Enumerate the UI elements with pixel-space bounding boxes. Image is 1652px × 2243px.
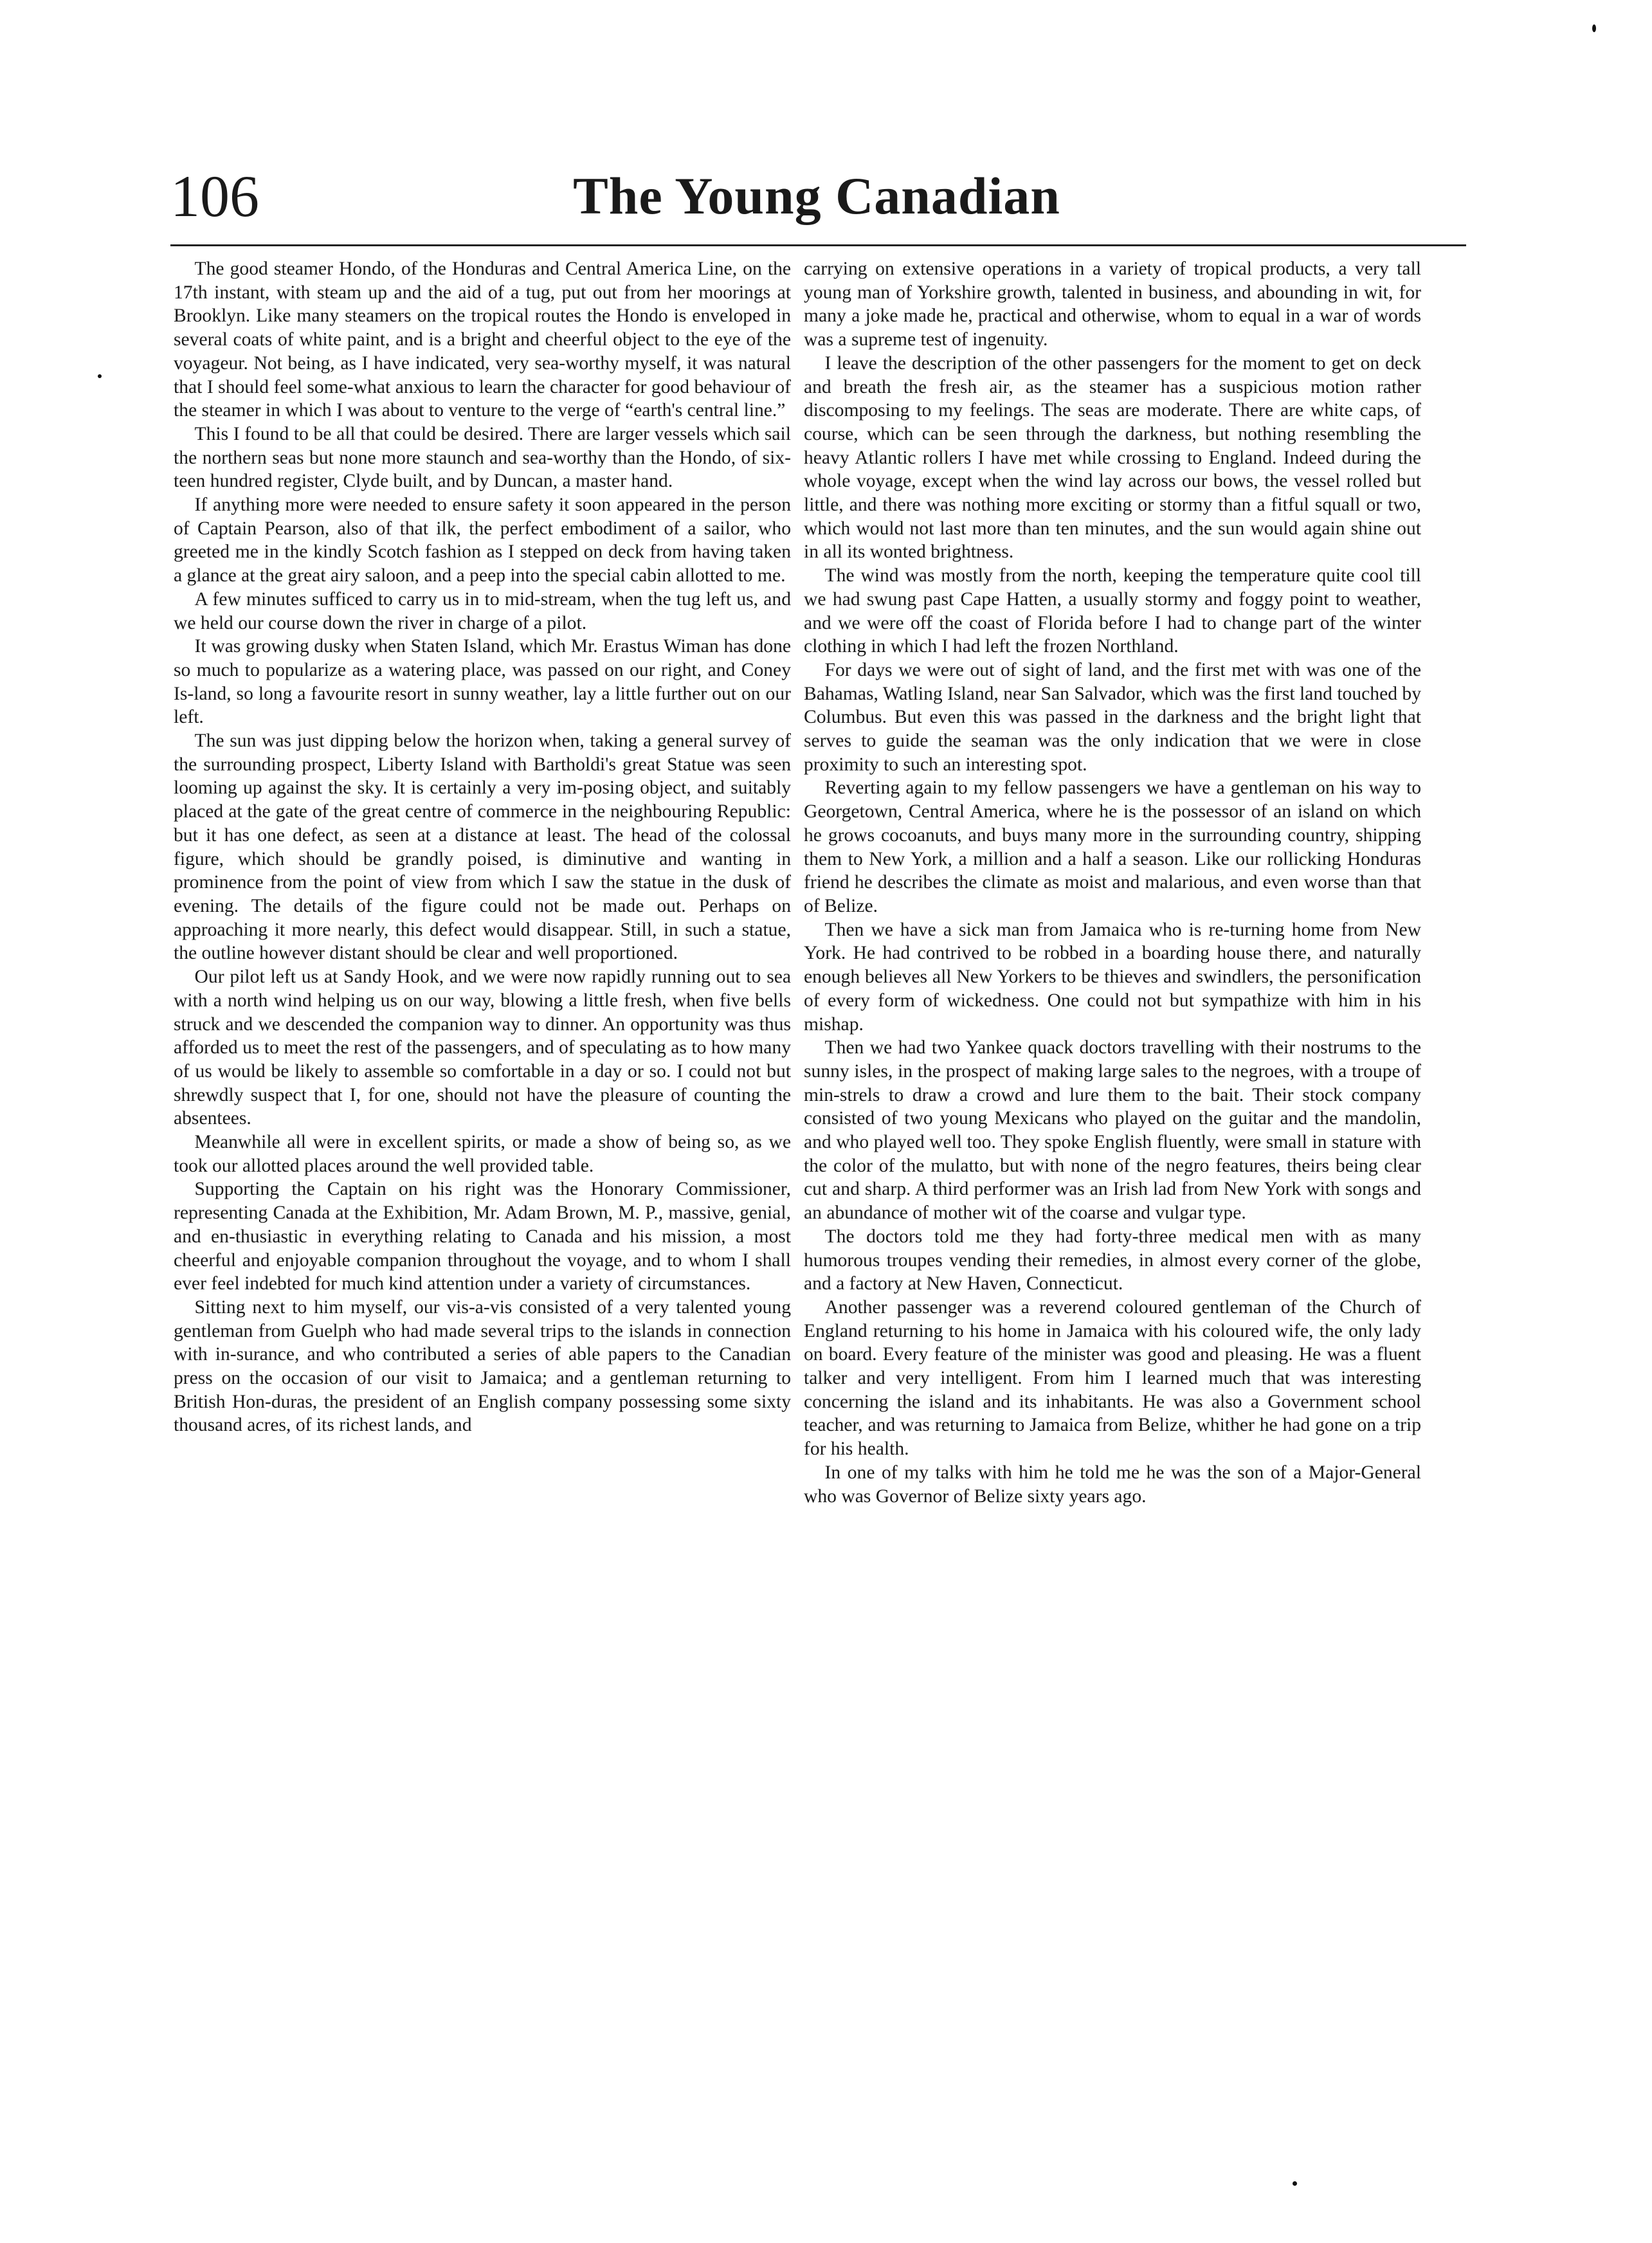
page-number: 106: [170, 163, 259, 229]
paragraph: Reverting again to my fellow passengers we have a gentleman on his way to Georgetown, Central America, where he is the possessor of an island on which he grows cocoanuts, and buys many more in the surrounding country, shipping them to New York, a million and a half a season. Like our rollicking Honduras friend he describes the climate as moist and malarious, and even worse than that of Belize.: [804, 777, 1421, 916]
paragraph: The good steamer Hondo, of the Honduras and Central America Line, on the 17th instant, with steam up and the aid of a tug, put out from her moorings at Brooklyn. Like many steamers on the tropical routes the Hondo is enveloped in several coats of white paint, and is a bright and cheerful object to the eye of the voyageur. Not being, as I have indicated, very sea-worthy myself, it was natural that I should feel some-what anxious to learn the character for good behaviour of the steamer in which I was about to venture to the verge of “earth's central line.”: [174, 259, 791, 421]
magazine-title: The Young Canadian: [573, 167, 1060, 225]
paragraph: A few minutes sufficed to carry us in to mid-stream, when the tug left us, and we held our course down the river in charge of a pilot.: [174, 588, 791, 633]
paragraph: Then we have a sick man from Jamaica who is re-turning home from New York. He had contrived to be robbed in a boarding house there, and naturally enough believes all New Yorkers to be thieves and swindlers, the personification of every form of wickedness. One could not but sympathize with him in his mishap.: [804, 919, 1421, 1035]
paragraph: The sun was just dipping below the horizon when, taking a general survey of the surrounding prospect, Liberty Island with Bartholdi's great Statue was seen looming up against the sky. It is certainly a very im-posing object, and suitably placed at the gate of the great centre of commerce in the neighbouring Republic: but it has one defect, as seen at a distance at least. The head of the colossal figure, which should be grandly poised, is diminutive and wanting in prominence from the point of view from which I saw the statue in the dusk of evening. The details of the figure could not be made out. Perhaps on approaching it more nearly, this defect would disappear. Still, in such a statue, the outline however distant should be clear and well proportioned.: [174, 731, 791, 964]
paragraph: This I found to be all that could be desired. There are larger vessels which sail the northern seas but none more staunch and sea-worthy than the Hondo, of six-teen hundred register, Clyde built, and by Duncan, a master hand.: [174, 423, 791, 492]
left-column: [174, 257, 791, 1437]
paragraph: Another passenger was a reverend coloured gentleman of the Church of England returning to his home in Jamaica with his coloured wife, the only lady on board. Every feature of the minister was good and pleasing. He was a fluent talker and very intelligent. From him I learned much that was interesting concerning the island and its inhabitants. He was also a Government school teacher, and was returning to Jamaica from Belize, whither he had gone on a trip for his health.: [804, 1296, 1421, 1460]
paragraph: The doctors told me they had forty-three medical men with as many humorous troupes vending their remedies, in almost every corner of the globe, and a factory at New Haven, Connecticut.: [804, 1226, 1421, 1294]
paragraph: Sitting next to him myself, our vis-a-vis consisted of a very talented young gentleman from Guelph who had made several trips to the islands in connection with in-surance, and who contributed a series of able papers to the Canadian press on the occasion of our visit to Jamaica; and a gentleman returning to British Hon-duras, the president of an English company possessing some sixty thousand acres, of its richest lands, and: [174, 1296, 791, 1436]
paragraph: Our pilot left us at Sandy Hook, and we were now rapidly running out to sea with a north wind helping us on our way, blowing a little fresh, when five bells struck and we descended the companion way to dinner. An opportunity was thus afforded us to meet the rest of the passengers, and of speculating as to how many of us would be likely to assemble so comfortable in a day or so. I could not but shrewdly suspect that I, for one, should not have the pleasure of counting the absentees.: [174, 967, 791, 1129]
right-column: [804, 257, 1421, 1508]
paragraph: If anything more were needed to ensure safety it soon appeared in the person of Captain Pearson, also of that ilk, the perfect embodiment of a sailor, who greeted me in the kindly Scotch fashion as I stepped on deck from having taken a glance at the great airy saloon, and a peep into the special cabin allotted to me.: [174, 495, 791, 586]
page-header: [170, 161, 1463, 238]
print-speck: [98, 374, 102, 378]
paragraph: carrying on extensive operations in a variety of tropical products, a very tall young man of Yorkshire growth, talented in business, and abounding in wit, for many a joke made he, practical and otherwise, whom to equal in a war of words was a supreme test of ingenuity.: [804, 259, 1421, 350]
print-speck: [1592, 24, 1596, 32]
paragraph: For days we were out of sight of land, and the first met with was one of the Bahamas, Watling Island, near San Salvador, which was the first land touched by Columbus. But even this was passed in the darkness and the bright light that serves to guide the seaman was the only indication that we were in close proximity to such an interesting spot.: [804, 659, 1421, 775]
paragraph: I leave the description of the other passengers for the moment to get on deck and breath the fresh air, as the steamer has a suspicious motion rather discomposing to my feelings. The seas are moderate. There are white caps, of course, which can be seen through the darkness, but nothing resembling the heavy Atlantic rollers I have met while crossing to England. Indeed during the whole voyage, except when the wind lay across our bows, the vessel rolled but little, and there was nothing more exciting or stormy than a fitful squall or two, which would not last more than ten minutes, and the sun would again shine out in all its wonted brightness.: [804, 352, 1421, 563]
paragraph: Supporting the Captain on his right was the Honorary Commissioner, representing Canada at the Exhibition, Mr. Adam Brown, M. P., massive, genial, and en-thusiastic in everything relating to Canada and his mission, a most cheerful and enjoyable companion throughout the voyage, and to whom I shall ever feel indebted for much kind attention under a variety of circumstances.: [174, 1179, 791, 1294]
paragraph: The wind was mostly from the north, keeping the temperature quite cool till we had swung past Cape Hatten, a usually stormy and foggy point to weather, and we were off the coast of Florida before I had to change part of the winter clothing in which I had left the frozen Northland.: [804, 565, 1421, 657]
paragraph: Then we had two Yankee quack doctors travelling with their nostrums to the sunny isles, in the prospect of making large sales to the negroes, with a troupe of min-strels to draw a crowd and lure them to the bait. Their stock company consisted of two young Mexicans who played on the guitar and the mandolin, and who played well too. They spoke English fluently, were small in stature with the color of the mulatto, but with none of the negro features, theirs being clear cut and sharp. A third performer was an Irish lad from New York with songs and an abundance of mother wit of the coarse and vulgar type.: [804, 1037, 1421, 1224]
paragraph: In one of my talks with him he told me he was the son of a Major-General who was Governor of Belize sixty years ago.: [804, 1462, 1421, 1507]
paragraph: Meanwhile all were in excellent spirits, or made a show of being so, as we took our allotted places around the well provided table.: [174, 1132, 791, 1176]
paragraph: It was growing dusky when Staten Island, which Mr. Erastus Wiman has done so much to popularize as a watering place, was passed on our right, and Coney Is-land, so long a favourite resort in sunny weather, lay a little further out on our left.: [174, 636, 791, 728]
header-rule: [170, 244, 1466, 246]
print-speck: [1293, 2181, 1297, 2186]
